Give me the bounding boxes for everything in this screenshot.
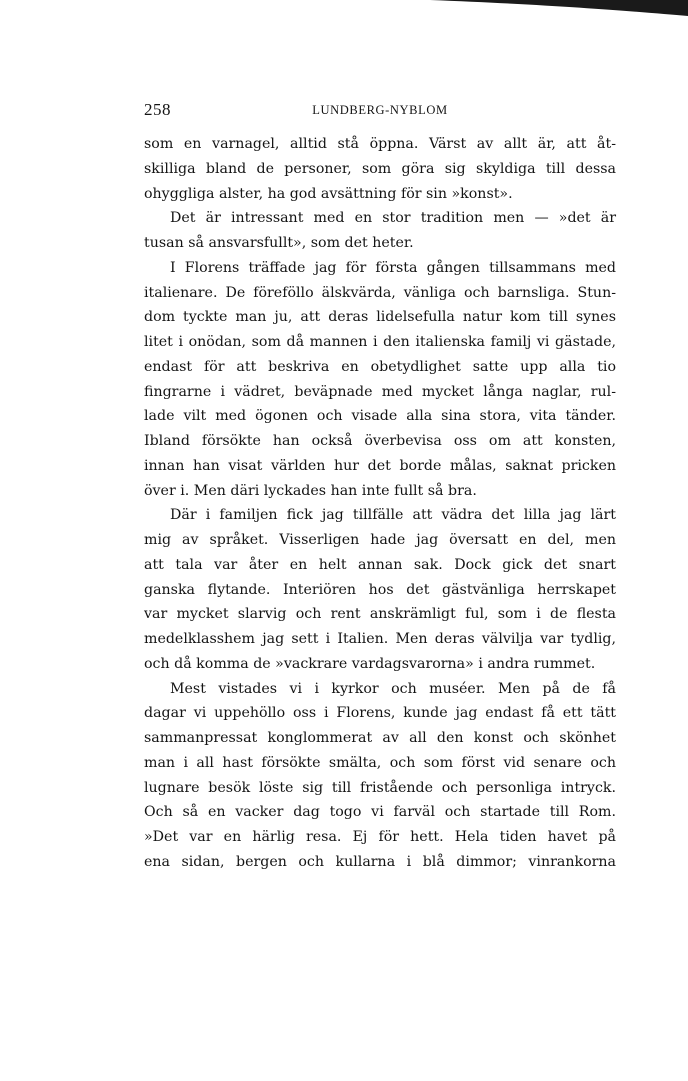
text-line: ganska flytande. Interiören hos det gästvänliga herrskapet — [144, 581, 616, 598]
paragraph-4 — [144, 503, 616, 676]
text-line: medelklasshem jag sett i Italien. Men deras välvilja var tydlig, — [144, 631, 616, 647]
text-line: innan han visat världen hur det borde målas, saknat pricken — [144, 457, 616, 474]
text-line: Där i familjen fick jag tillfälle att vädra det lilla jag lärt — [170, 507, 616, 524]
text-line: över i. Men däri lyckades han inte fullt så bra. — [144, 482, 477, 499]
text-line: Det är intressant med en stor tradition men — »det är — [170, 210, 616, 227]
page-number: 258 — [144, 100, 171, 119]
text-line: sammanpressat konglommerat av all den konst och skönhet — [144, 730, 616, 746]
text-line: Och så en vacker dag togo vi farväl och startade till Rom. — [144, 804, 616, 821]
text-line: som en varnagel, alltid stå öppna. Värst av allt är, att åt- — [144, 136, 616, 152]
text-line: lugnare besök löste sig till fristående och personliga intryck. — [144, 779, 616, 796]
text-line: lade vilt med ögonen och visade alla sina stora, vita tänder. — [144, 408, 616, 425]
text-line: endast för att beskriva en obetydlighet satte upp alla tio — [144, 358, 616, 375]
body-text — [144, 132, 616, 875]
text-line: dagar vi uppehöllo oss i Florens, kunde jag endast få ett tätt — [144, 705, 616, 722]
paragraph-5 — [144, 677, 616, 875]
text-line: litet i onödan, som då mannen i den italienska familj vi gästade, — [144, 334, 616, 350]
text-line: och då komma de »vackrare vardagsvarorna» i andra rummet. — [144, 655, 596, 672]
text-line: mig av språket. Visserligen hade jag översatt en del, men — [144, 532, 616, 548]
text-line: ena sidan, bergen och kullarna i blå dimmor; vinrankorna — [144, 853, 616, 870]
text-line: ohyggliga alster, ha god avsättning för sin »konst». — [144, 185, 513, 202]
text-line: dom tyckte man ju, att deras lidelsefulla natur kom till synes — [144, 309, 616, 326]
paragraph-3 — [144, 256, 616, 504]
text-line: »Det var en härlig resa. Ej för hett. Hela tiden havet på — [144, 829, 616, 845]
text-line: Mest vistades vi i kyrkor och muséer. Men på de få — [170, 680, 616, 697]
text-line: I Florens träffade jag för första gången tillsammans med — [170, 259, 616, 276]
scan-edge-shadow — [0, 0, 688, 30]
book-page — [144, 100, 616, 875]
running-head — [144, 100, 616, 128]
paragraph-2 — [144, 206, 616, 256]
text-line: tusan så ansvarsfullt», som det heter. — [144, 235, 414, 251]
text-line: skilliga bland de personer, som göra sig skyldiga till dessa — [144, 160, 616, 177]
text-line: man i all hast försökte smälta, och som först vid senare och — [144, 754, 616, 771]
text-line: var mycket slarvig och rent anskrämligt ful, som i de flesta — [144, 606, 616, 623]
running-title: LUNDBERG-NYBLOM — [312, 103, 448, 117]
text-line: att tala var åter en helt annan sak. Dock gick det snart — [144, 556, 616, 573]
text-line: italienare. De föreföllo älskvärda, vänliga och barnsliga. Stun- — [144, 284, 616, 301]
paragraph-1 — [144, 132, 616, 206]
text-line: fingrarne i vädret, beväpnade med mycket långa naglar, rul- — [144, 383, 616, 400]
text-line: Ibland försökte han också överbevisa oss om att konsten, — [144, 433, 616, 449]
